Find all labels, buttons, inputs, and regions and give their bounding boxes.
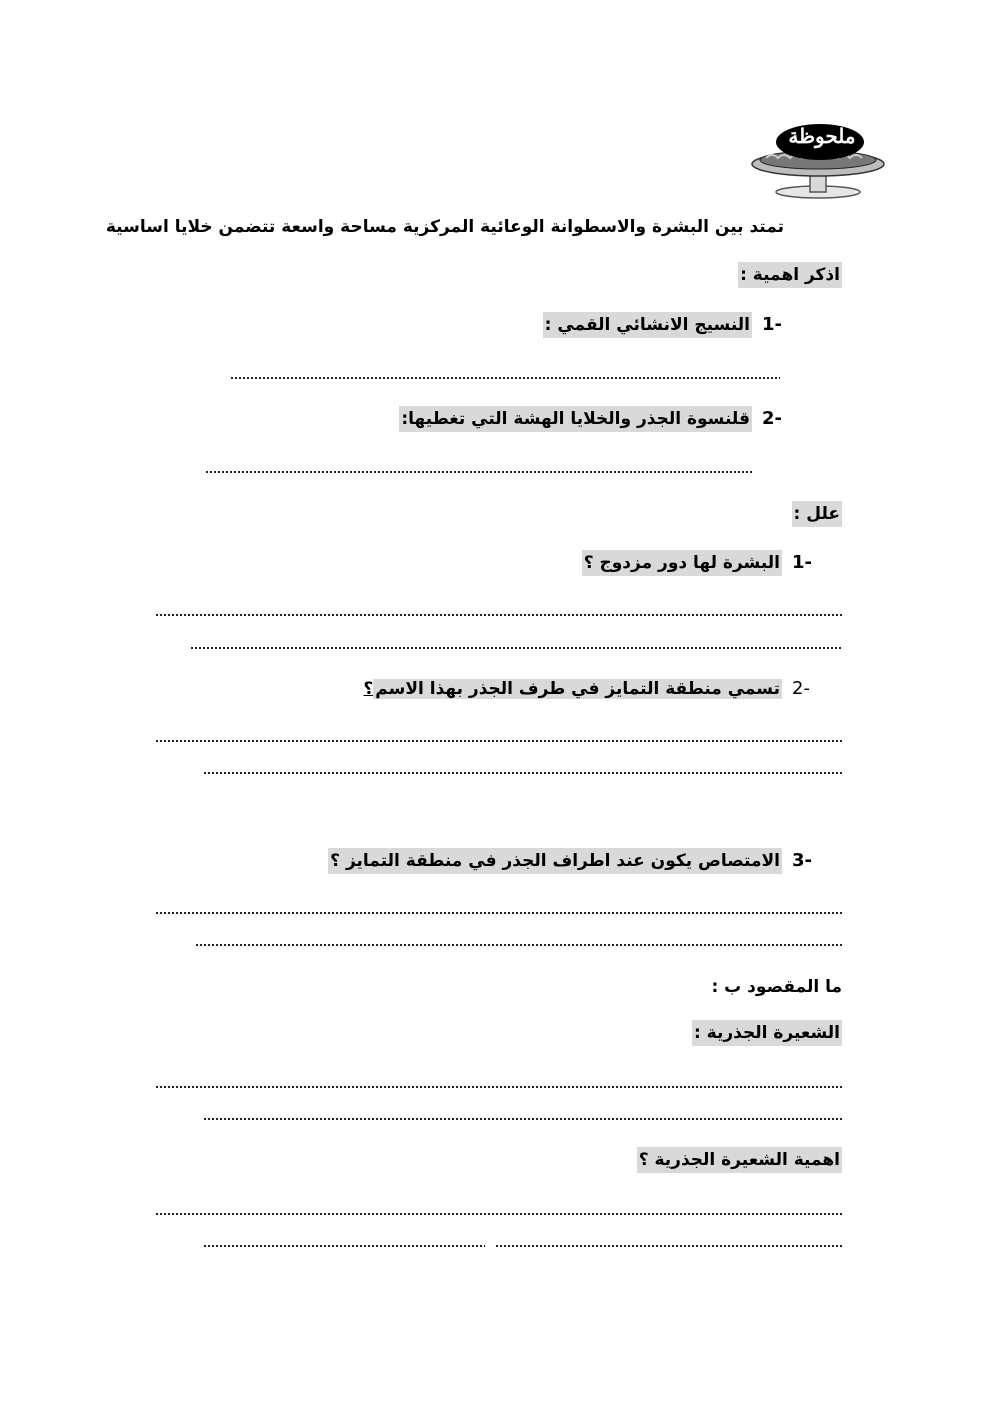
answer-line <box>230 376 780 380</box>
answer-line <box>155 739 843 743</box>
answer-line <box>155 613 843 617</box>
answer-line <box>155 1085 843 1089</box>
answer-line <box>495 1244 843 1248</box>
answer-line <box>155 911 843 915</box>
answer-line <box>203 771 843 775</box>
section-title-explain: علل : <box>792 501 842 527</box>
answer-line <box>190 646 843 650</box>
item-number: 1- <box>792 552 812 573</box>
answer-line <box>195 943 843 947</box>
answer-line <box>203 1244 485 1248</box>
answer-line <box>203 1117 843 1121</box>
question-absorption: الامتصاص يكون عند اطراف الجذر في منطقة التمايز ؟ <box>328 848 782 874</box>
question-root-cap: قلنسوة الجذر والخلايا الهشة التي تغطيها: <box>399 406 752 432</box>
term-root-hair: الشعيرة الجذرية : <box>692 1020 842 1046</box>
item-number: 2- <box>792 678 810 699</box>
item-number: 1- <box>762 314 782 335</box>
item-number: 3- <box>792 850 812 871</box>
logo-text: ملحوظة <box>788 124 856 148</box>
question-epidermis-dual-role: البشرة لها دور مزدوج ؟ <box>582 550 782 576</box>
item-number: 2- <box>762 408 782 429</box>
section-title-mention-importance: اذكر اهمية : <box>738 262 842 288</box>
question-differentiation-zone-name <box>363 676 782 702</box>
question-text: تسمي منطقة التمايز في طرف الجذر بهذا الاسم <box>375 679 780 699</box>
question-root-hair-importance: اهمية الشعيرة الجذرية ؟ <box>637 1147 842 1173</box>
question-mark: ؟ <box>363 679 374 699</box>
answer-line <box>205 470 753 474</box>
intro-text: تمتد بين البشرة والاسطوانة الوعائية المركزية مساحة واسعة تتضمن خلايا اساسية <box>105 217 784 237</box>
question-apical-meristem: النسيج الانشائي القمي : <box>543 312 752 338</box>
logo <box>748 118 888 200</box>
section-title-meaning: ما المقصود ب : <box>711 977 842 997</box>
answer-line <box>155 1212 843 1216</box>
